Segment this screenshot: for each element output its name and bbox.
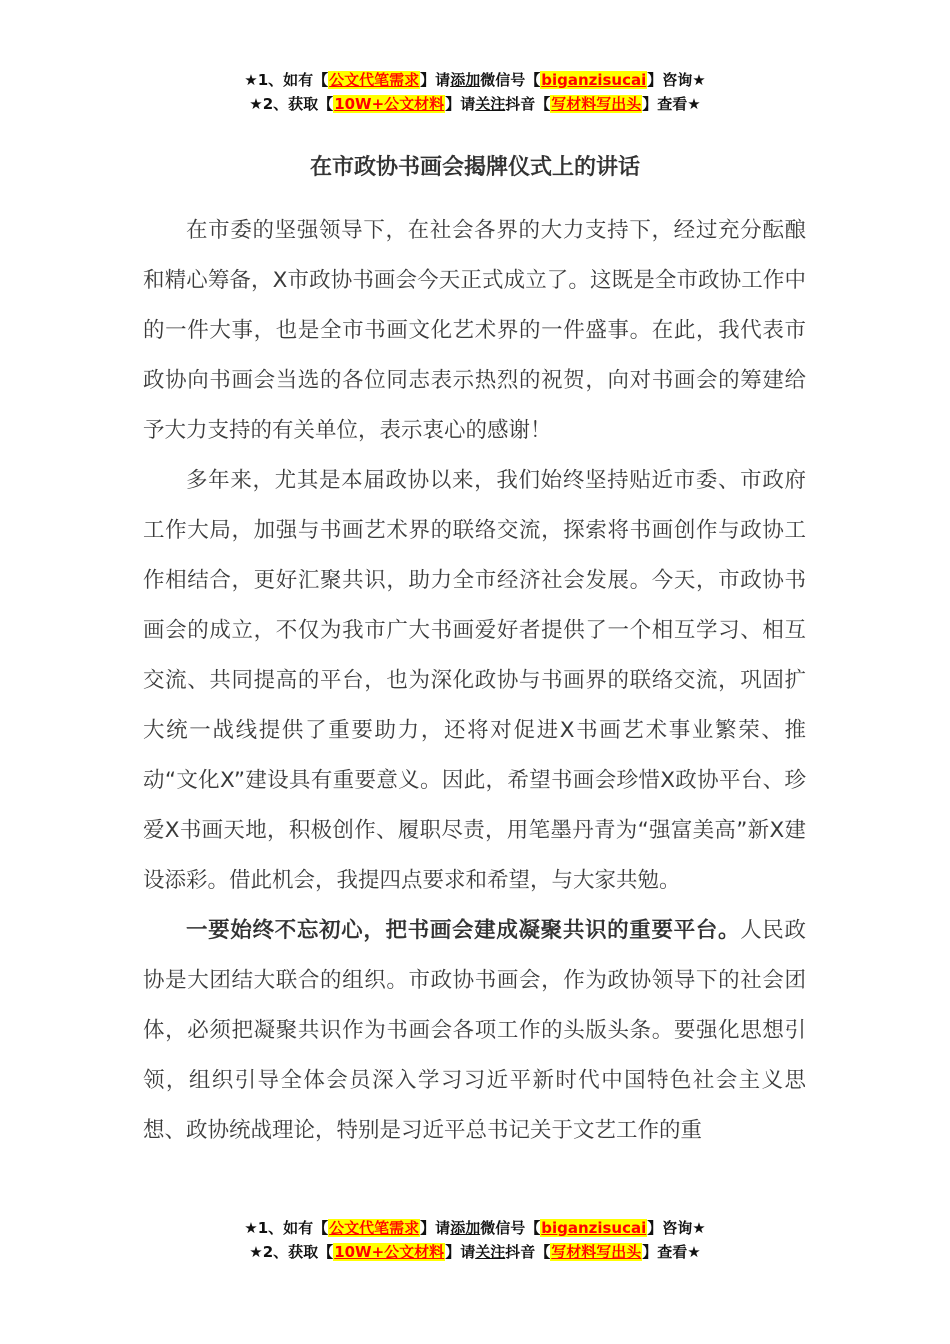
promo-line-2 bbox=[0, 1240, 950, 1264]
promo-text: 】请 bbox=[420, 1219, 451, 1237]
document-body bbox=[143, 206, 806, 1206]
promo-wechat-id: biganzisucai bbox=[541, 1219, 647, 1237]
promo-highlight: 10W+公文材料 bbox=[334, 1243, 445, 1261]
promo-text: ★2、获取【 bbox=[249, 1243, 334, 1261]
paragraph-text: 在市委的坚强领导下，在社会各界的大力支持下，经过充分酝酿和精心筹备，X市政协书画会今天正式成立了。这既是全市政协工作中的一件大事，也是全市书画文化艺术界的一件盛事。在此，我代表市政协向书画会当选的各位同志表示热烈的祝贺，向对书画会的筹建给予大力支持的有关单位，表示衷心的感谢！ bbox=[143, 218, 806, 443]
promo-underlined: 添加 bbox=[450, 1219, 481, 1237]
promo-text: 】咨询★ bbox=[647, 71, 706, 89]
promo-text: 】请 bbox=[420, 71, 451, 89]
paragraph bbox=[143, 906, 806, 1156]
promo-text: 微信号【 bbox=[480, 71, 541, 89]
paragraph-lead: 一要始终不忘初心，把书画会建成凝聚共识的重要平台。 bbox=[186, 918, 741, 943]
document-title: 在市政协书画会揭牌仪式上的讲话 bbox=[309, 155, 640, 180]
promo-highlight: 10W+公文材料 bbox=[334, 95, 445, 113]
paragraph bbox=[143, 206, 806, 456]
paragraph-text: 人民政协是大团结大联合的组织。市政协书画会，作为政协领导下的社会团体，必须把凝聚共识作为书画会各项工作的头版头条。要强化思想引领，组织引导全体会员深入学习习近平新时代中国特色社会主义思想、政协统战理论，特别是习近平总书记关于文艺工作的重 bbox=[143, 918, 806, 1143]
promo-highlight: 公文代笔需求 bbox=[329, 1219, 420, 1237]
promo-underlined: 添加 bbox=[450, 71, 481, 89]
promo-underlined: 关注 bbox=[475, 95, 506, 113]
promo-wechat-id: biganzisucai bbox=[541, 71, 647, 89]
promo-underlined: 关注 bbox=[475, 1243, 506, 1261]
promo-text: 】查看★ bbox=[642, 95, 701, 113]
promo-text: ★1、如有【 bbox=[244, 1219, 329, 1237]
promo-douyin-id: 写材料写出头 bbox=[551, 95, 642, 113]
promo-banner-top bbox=[0, 68, 950, 116]
promo-line-2 bbox=[0, 92, 950, 116]
promo-text: 】请 bbox=[445, 1243, 476, 1261]
promo-text: ★2、获取【 bbox=[249, 95, 334, 113]
promo-text: 】请 bbox=[445, 95, 476, 113]
promo-text: ★1、如有【 bbox=[244, 71, 329, 89]
promo-text: 】咨询★ bbox=[647, 1219, 706, 1237]
promo-text: 抖音【 bbox=[505, 95, 551, 113]
promo-text: 抖音【 bbox=[505, 1243, 551, 1261]
paragraph-text: 多年来，尤其是本届政协以来，我们始终坚持贴近市委、市政府工作大局，加强与书画艺术界的联络交流，探索将书画创作与政协工作相结合，更好汇聚共识，助力全市经济社会发展。今天，市政协书画会的成立，不仅为我市广大书画爱好者提供了一个相互学习、相互交流、共同提高的平台，也为深化政协与书画界的联络交流，巩固扩大统一战线提供了重要助力，还将对促进X书画艺术事业繁荣、推动“文化X”建设具有重要意义。因此，希望书画会珍惜X政协平台、珍爱X书画天地，积极创作、履职尽责，用笔墨丹青为“强富美高”新X建设添彩。借此机会，我提四点要求和希望，与大家共勉。 bbox=[143, 468, 806, 893]
promo-douyin-id: 写材料写出头 bbox=[551, 1243, 642, 1261]
promo-line-1 bbox=[0, 1216, 950, 1240]
paragraph bbox=[143, 456, 806, 906]
promo-banner-bottom bbox=[0, 1216, 950, 1264]
promo-highlight: 公文代笔需求 bbox=[329, 71, 420, 89]
promo-text: 】查看★ bbox=[642, 1243, 701, 1261]
promo-line-1 bbox=[0, 68, 950, 92]
promo-text: 微信号【 bbox=[480, 1219, 541, 1237]
